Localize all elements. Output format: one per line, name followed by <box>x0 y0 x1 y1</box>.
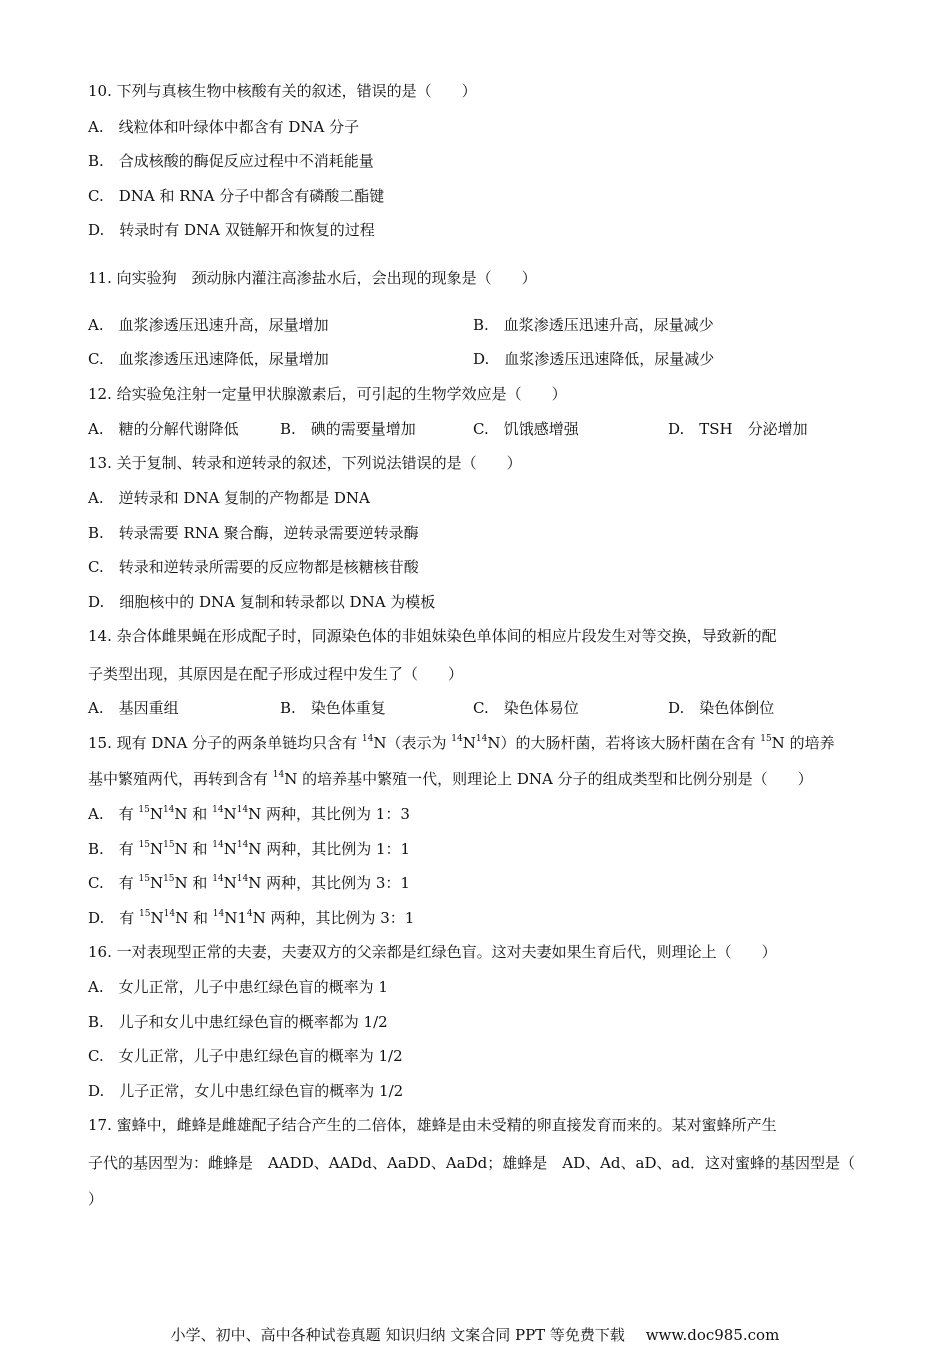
answer-option: D. TSH 分泌增加 <box>668 420 808 438</box>
answer-option: C. 血浆渗透压迅速降低，尿量增加 <box>88 350 329 368</box>
text-segment: N <box>223 874 237 892</box>
answer-option: C. DNA 和 RNA 分子中都含有磷酸二酯键 <box>88 187 385 205</box>
footer <box>0 1324 950 1345</box>
isotope-superscript: 14 <box>475 734 488 744</box>
question-stem: 12. 给实验兔注射一定量甲状腺激素后，可引起的生物学效应是（ ） <box>88 385 567 403</box>
isotope-superscript: 14 <box>272 770 285 780</box>
text-segment: N1 <box>224 909 247 927</box>
question-stem <box>88 770 813 788</box>
answer-option: B. 血浆渗透压迅速升高，尿量减少 <box>473 316 714 334</box>
answer-option: A. 基因重组 <box>88 699 179 717</box>
answer-option: B. 合成核酸的酶促反应过程中不消耗能量 <box>88 152 374 170</box>
text-segment: N <box>223 840 237 858</box>
text-segment: N 两种，其比例为 1：3 <box>248 805 410 823</box>
isotope-superscript: 15 <box>760 734 772 744</box>
text-segment: N 和 <box>174 805 213 823</box>
text-segment: N 和 <box>174 840 213 858</box>
isotope-superscript: 15 <box>138 840 151 850</box>
question-stem: 10. 下列与真核生物中核酸有关的叙述，错误的是（ ） <box>88 82 477 100</box>
answer-option: D. 儿子正常，女儿中患红绿色盲的概率为 1/2 <box>88 1082 404 1100</box>
isotope-superscript: 14 <box>212 909 225 919</box>
text-segment: N 的培养基中繁殖一代，则理论上 DNA 分子的组成类型和比例分别是（ ） <box>284 770 813 788</box>
question-stem: 17. 蜜蜂中，雌蜂是雌雄配子结合产生的二倍体，雄蜂是由未受精的卵直接发育而来的。某对蜜蜂所产生 <box>88 1116 777 1134</box>
answer-option: D. 转录时有 DNA 双链解开和恢复的过程 <box>88 221 375 239</box>
isotope-superscript: 14 <box>236 874 249 884</box>
isotope-superscript: 15 <box>163 874 175 884</box>
isotope-superscript: 15 <box>163 840 175 850</box>
text-segment: N <box>150 840 164 858</box>
answer-option: B. 儿子和女儿中患红绿色盲的概率都为 1/2 <box>88 1013 388 1031</box>
answer-option: A. 线粒体和叶绿体中都含有 DNA 分子 <box>88 118 360 136</box>
isotope-superscript: 15 <box>138 874 150 884</box>
text-segment: 15. 现有 DNA 分子的两条单链均只含有 <box>88 734 362 752</box>
isotope-superscript: 14 <box>163 909 176 919</box>
text-segment: D. 有 <box>88 909 140 927</box>
text-segment: N 和 <box>174 874 213 892</box>
footer-text: 小学、初中、高中各种试卷真题 知识归纳 文案合同 PPT 等免费下载 <box>170 1326 625 1344</box>
question-stem: 13. 关于复制、转录和逆转录的叙述，下列说法错误的是（ ） <box>88 454 522 472</box>
isotope-superscript: 14 <box>212 805 224 815</box>
isotope-superscript: 14 <box>361 734 374 744</box>
question-stem: 16. 一对表现型正常的夫妻，夫妻双方的父亲都是红绿色盲。这对夫妻如果生育后代，则理论上（ ） <box>88 943 777 961</box>
text-segment: N <box>150 909 164 927</box>
isotope-superscript: 15 <box>139 909 151 919</box>
question-stem: ） <box>88 1190 104 1208</box>
answer-option: B. 染色体重复 <box>280 699 386 717</box>
isotope-superscript: 15 <box>138 805 150 815</box>
text-segment: A. 有 <box>88 805 139 823</box>
question-stem: 子类型出现，其原因是在配子形成过程中发生了（ ） <box>88 665 464 683</box>
answer-option: D. 细胞核中的 DNA 复制和转录都以 DNA 为模板 <box>88 593 436 611</box>
text-segment: N <box>149 874 164 892</box>
isotope-superscript: 4 <box>246 909 253 919</box>
isotope-superscript: 14 <box>162 805 175 815</box>
text-segment: B. 有 <box>88 840 139 858</box>
answer-option: A. 逆转录和 DNA 复制的产物都是 DNA <box>88 489 370 507</box>
answer-option <box>88 840 410 858</box>
text-segment: N 的培养 <box>771 734 835 752</box>
text-segment: N 两种，其比例为 3：1 <box>248 874 410 892</box>
answer-option: D. 染色体倒位 <box>668 699 775 717</box>
answer-option: D. 血浆渗透压迅速降低，尿量减少 <box>473 350 715 368</box>
answer-option: A. 女儿正常，儿子中患红绿色盲的概率为 1 <box>88 978 388 996</box>
isotope-superscript: 14 <box>212 874 224 884</box>
isotope-superscript: 14 <box>212 840 224 850</box>
isotope-superscript: 14 <box>236 840 249 850</box>
answer-option: A. 血浆渗透压迅速升高，尿量增加 <box>88 316 329 334</box>
footer-url: www.doc985.com <box>645 1326 780 1344</box>
text-segment: N 和 <box>175 909 213 927</box>
question-stem: 11. 向实验狗 颈动脉内灌注高渗盐水后，会出现的现象是（ ） <box>88 269 537 287</box>
text-segment: N）的大肠杆菌，若将该大肠杆菌在含有 <box>487 734 761 752</box>
text-segment: N <box>223 805 237 823</box>
answer-option: C. 女儿正常，儿子中患红绿色盲的概率为 1/2 <box>88 1047 403 1065</box>
isotope-superscript: 14 <box>236 805 249 815</box>
answer-option <box>88 805 410 823</box>
text-segment: 基中繁殖两代，再转到含有 <box>88 770 273 788</box>
question-stem: 14. 杂合体雌果蝇在形成配子时，同源染色体的非姐妹染色单体间的相应片段发生对等交换，导致新的配 <box>88 627 777 645</box>
text-segment: N 两种，其比例为 1：1 <box>248 840 411 858</box>
answer-option: B. 转录需要 RNA 聚合酶，逆转录需要逆转录酶 <box>88 524 419 542</box>
answer-option: B. 碘的需要量增加 <box>280 420 416 438</box>
answer-option: A. 糖的分解代谢降低 <box>88 420 239 438</box>
question-stem <box>88 734 835 752</box>
question-stem: 子代的基因型为：雌蜂是 AADD、AADd、AaDD、AaDd；雄蜂是 AD、Ad、aD、ad．这对蜜蜂的基因型是（ <box>88 1154 856 1172</box>
answer-option <box>88 909 414 927</box>
answer-option <box>88 874 410 892</box>
answer-option: C. 饥饿感增强 <box>473 420 579 438</box>
isotope-superscript: 14 <box>451 734 463 744</box>
answer-option: C. 染色体易位 <box>473 699 579 717</box>
text-segment: C. 有 <box>88 874 139 892</box>
text-segment: N <box>149 805 163 823</box>
text-segment: N <box>462 734 476 752</box>
text-segment: N（表示为 <box>373 734 452 752</box>
answer-option: C. 转录和逆转录所需要的反应物都是核糖核苷酸 <box>88 558 419 576</box>
text-segment: N 两种，其比例为 3：1 <box>252 909 415 927</box>
